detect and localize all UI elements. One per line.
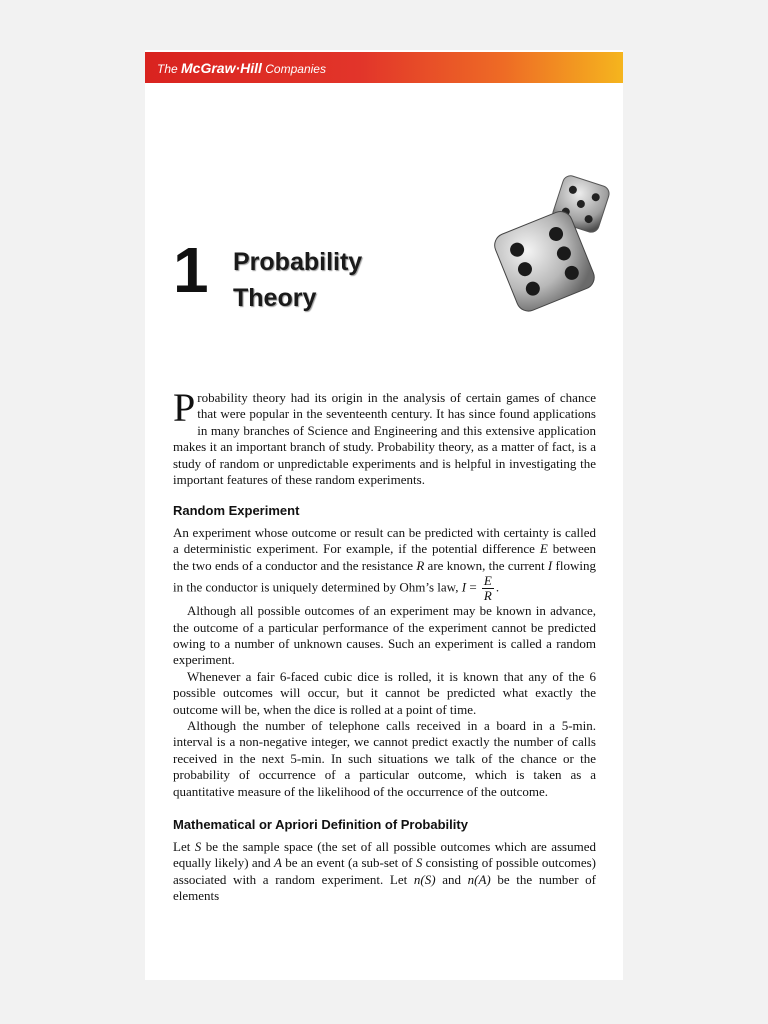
chapter-title: Probability Theory — [233, 248, 363, 312]
section-random-experiment-body — [173, 525, 596, 800]
publisher-brand: McGraw·Hill — [181, 60, 262, 76]
chapter-number: 1 — [173, 234, 209, 306]
publisher-logo: The McGraw·Hill Companies — [157, 60, 326, 76]
section-heading-random-experiment: Random Experiment — [173, 503, 300, 518]
paragraph: Although all possible outcomes of an experiment may be known in advance, the outcome of a particular performance of the experiment cannot be predicted owing to a number of unknown causes. Such an experiment is called a random experiment. — [173, 603, 596, 668]
paragraph: Although the number of telephone calls received in a board in a 5-min. interval is a non-negative integer, we cannot predict exactly the number of calls received in the next 5-min. In such situations we talk of the chance or the probability of occurrence of a particular outcome, which is taken as a quantitative measure of the likelihood of the occurrence of the outcome. — [173, 718, 596, 799]
paragraph: An experiment whose outcome or result can be predicted with certainty is called a deterministic experiment. For example, if the potential difference E between the two ends of a conductor and the resistance R are known, the current I flowing in the conductor is uniquely determined by Ohm’s law, I = $\frac{E}{R}$ . — [173, 525, 597, 604]
paragraph: Whenever a fair 6-faced cubic dice is rolled, it is known that any of the 6 possible outcomes will occur, but it cannot be predicted what exactly the outcome will be, when the dice is rolled at a point of time. — [173, 668, 596, 717]
dice-icon — [485, 165, 625, 315]
intro-paragraph: Probability theory had its origin in the analysis of certain games of chance that were popular in the seventeenth century. It has since found applications in many branches of Science and Engineering and this extensive application makes it an important branch of study. Probability theory, as a matter of fact, is a study of random or unpredictable experiments and is helpful in investigating the important features of these random experiments. — [173, 385, 596, 488]
publisher-banner — [145, 52, 623, 83]
section-apriori-body — [173, 839, 596, 905]
paragraph: Let S be the sample space (the set of all possible outcomes which are assumed equally likely) and A be an event (a sub-set of S consisting of possible outcomes) associated with a random experiment. Let n(S) and n(A) be the number of elements — [173, 839, 596, 904]
book-page — [145, 50, 623, 980]
drop-cap: P — [173, 385, 196, 430]
ohms-law-fraction: $\frac{E}{R}$ — [483, 573, 492, 604]
section-heading-apriori-definition: Mathematical or Apriori Definition of Probability — [173, 817, 468, 832]
